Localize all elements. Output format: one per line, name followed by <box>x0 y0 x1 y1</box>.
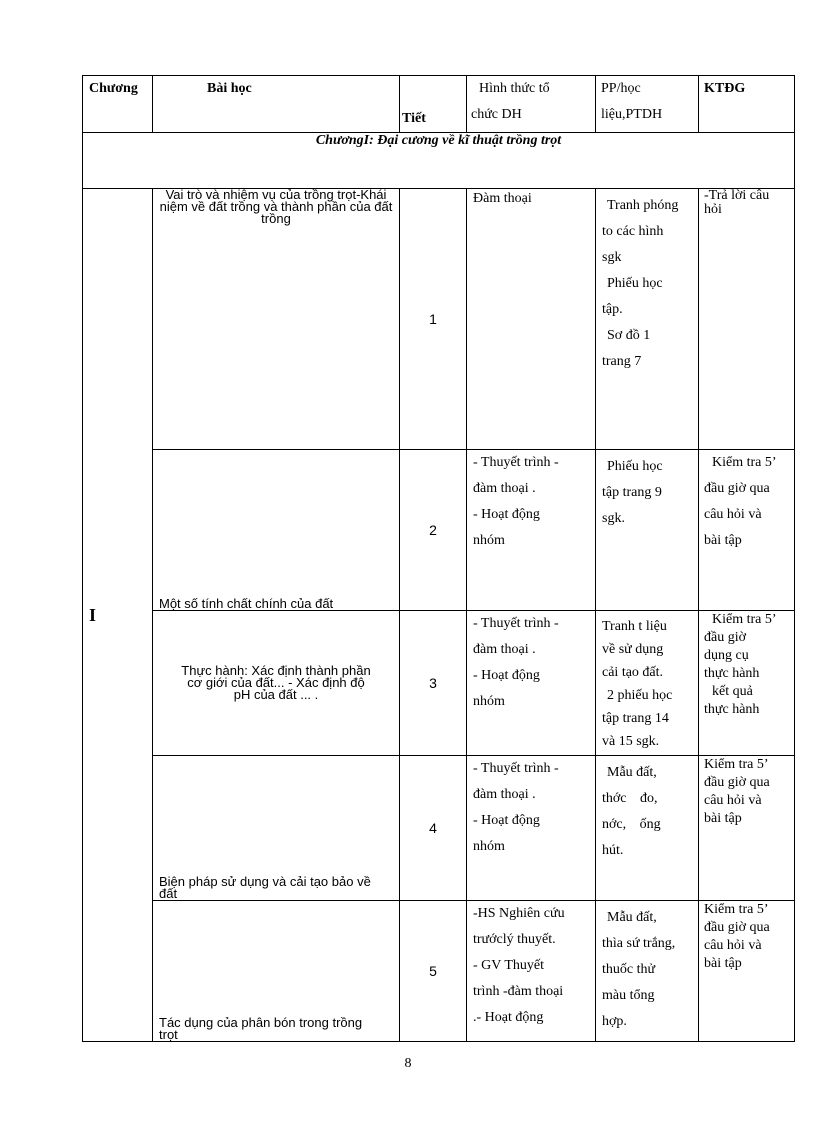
header-pp <box>596 76 699 133</box>
ktdg-line: câu hỏi và <box>704 938 762 953</box>
hinh-thuc-line: .- Hoạt động <box>473 1010 544 1025</box>
lesson-cell <box>153 450 400 611</box>
hinh-thuc-cell <box>467 901 596 1042</box>
ktdg-line: Kiểm tra 5’ <box>712 612 777 627</box>
header-pp-line2: liệu,PTDH <box>601 107 663 122</box>
ktdg-line: -Trả lời câu <box>704 188 770 203</box>
hinh-thuc-line: nhóm <box>473 533 505 548</box>
table-row <box>83 189 795 450</box>
pp-line: trang 7 <box>602 354 642 369</box>
ktdg-line: Kiểm tra 5’ <box>712 455 777 470</box>
hinh-thuc-line: - Hoạt động <box>473 813 540 828</box>
pp-cell <box>596 611 699 756</box>
header-ktdg: KTĐG <box>699 76 795 133</box>
ktdg-line: hỏi <box>704 202 722 217</box>
pp-line: màu tổng <box>602 988 655 1003</box>
tiet-number: 4 <box>400 756 467 901</box>
pp-line: tập trang 14 <box>602 711 669 726</box>
pp-line: hợp. <box>602 1014 627 1029</box>
table-row <box>83 756 795 901</box>
header-hinh-thuc-line2: chức DH <box>471 107 522 122</box>
ktdg-cell <box>699 189 795 450</box>
tiet-number: 3 <box>400 611 467 756</box>
table-row <box>83 611 795 756</box>
pp-line: thìa sứ trắng, <box>602 936 676 951</box>
hinh-thuc-line: - Hoạt động <box>473 507 540 522</box>
tiet-number: 1 <box>400 189 467 450</box>
hinh-thuc-line: - GV Thuyết <box>473 958 545 973</box>
lesson-name: Thực hành: Xác định thành phần cơ giới của đất... - Xác định độ pH của đất ... . <box>181 663 371 702</box>
lesson-name: Tác dụng của phân bón trong trồng trọt <box>159 1015 363 1042</box>
pp-line: nớc, ống <box>602 817 661 832</box>
ktdg-line: Kiểm tra 5’ <box>704 757 769 772</box>
table-row <box>83 901 795 1042</box>
ktdg-cell <box>699 756 795 901</box>
ktdg-line: kết quả <box>712 684 753 699</box>
ktdg-line: Kiểm tra 5’ <box>704 902 769 917</box>
header-tiet: Tiết <box>400 76 467 133</box>
pp-line: và 15 sgk. <box>602 734 660 749</box>
pp-line: Mẫu đất, <box>607 910 657 925</box>
lesson-cell <box>153 189 400 450</box>
hinh-thuc-line: trướclý thuyết. <box>473 932 556 947</box>
pp-cell <box>596 189 699 450</box>
pp-line: tập trang 9 <box>602 485 662 500</box>
pp-line: Tranh t liệu <box>602 619 667 634</box>
hinh-thuc-line: - Thuyết trình - <box>473 761 559 776</box>
page-number: 8 <box>404 1056 412 1071</box>
header-chuong: Chương <box>83 76 153 133</box>
hinh-thuc-line: Đàm thoại <box>473 191 532 206</box>
ktdg-line: đầu giờ qua <box>704 775 770 790</box>
pp-cell <box>596 756 699 901</box>
ktdg-cell <box>699 450 795 611</box>
pp-line: thuốc thử <box>602 962 656 977</box>
hinh-thuc-line: đàm thoại . <box>473 787 536 802</box>
pp-line: to các hình <box>602 224 664 239</box>
hinh-thuc-cell <box>467 756 596 901</box>
pp-line: Tranh phóng <box>607 198 679 213</box>
hinh-thuc-cell <box>467 611 596 756</box>
chapter-title-row <box>83 133 795 189</box>
chapter-title: ChươngI: Đại cương về kĩ thuật trồng trọt <box>83 133 795 189</box>
lesson-name: Biện pháp sử dụng và cải tạo bảo về đất <box>159 874 371 901</box>
lesson-name: Một số tính chất chính của đất <box>159 596 334 611</box>
pp-line: sgk. <box>602 511 625 526</box>
lesson-cell <box>153 901 400 1042</box>
hinh-thuc-line: - Hoạt động <box>473 668 540 683</box>
pp-cell <box>596 901 699 1042</box>
pp-line: thớc đo, <box>602 791 658 806</box>
tiet-number: 2 <box>400 450 467 611</box>
ktdg-cell <box>699 901 795 1042</box>
pp-line: về sử dụng <box>602 642 664 657</box>
lesson-name: Vai trò và nhiệm vụ của trồng trọt-Khái niệm về đất trồng và thành phần của đất trồng <box>159 187 393 226</box>
ktdg-line: đầu giờ qua <box>704 920 770 935</box>
header-bai-hoc: Bài học <box>153 76 400 133</box>
pp-line: Phiếu học <box>607 276 663 291</box>
ktdg-cell <box>699 611 795 756</box>
hinh-thuc-line: nhóm <box>473 839 505 854</box>
pp-line: Phiếu học <box>607 459 663 474</box>
lesson-cell <box>153 611 400 756</box>
hinh-thuc-cell <box>467 450 596 611</box>
ktdg-line: dụng cụ <box>704 648 749 663</box>
ktdg-line: đầu giờ <box>704 630 747 645</box>
header-row <box>83 76 795 133</box>
table-row <box>83 450 795 611</box>
hinh-thuc-line: - Thuyết trình - <box>473 455 559 470</box>
tiet-number: 5 <box>400 901 467 1042</box>
pp-cell <box>596 450 699 611</box>
hinh-thuc-line: nhóm <box>473 694 505 709</box>
ktdg-line: câu hỏi và <box>704 507 762 522</box>
ktdg-line: bài tập <box>704 533 742 548</box>
header-pp-line1: PP/học <box>601 81 641 96</box>
hinh-thuc-cell <box>467 189 596 450</box>
header-hinh-thuc <box>467 76 596 133</box>
pp-line: sgk <box>602 250 622 265</box>
lesson-plan-table <box>82 75 795 1042</box>
ktdg-line: thực hành <box>704 666 760 681</box>
hinh-thuc-line: trình -đàm thoại <box>473 984 564 999</box>
hinh-thuc-line: - Thuyết trình - <box>473 616 559 631</box>
lesson-cell <box>153 756 400 901</box>
ktdg-line: bài tập <box>704 811 742 826</box>
ktdg-line: đầu giờ qua <box>704 481 770 496</box>
pp-line: Mẫu đất, <box>607 765 657 780</box>
pp-line: tập. <box>602 302 623 317</box>
pp-line: Sơ đồ 1 <box>607 328 651 343</box>
pp-line: cải tạo đất. <box>602 665 664 680</box>
pp-line: hút. <box>602 843 624 858</box>
hinh-thuc-line: -HS Nghiên cứu <box>473 906 565 921</box>
ktdg-line: câu hỏi và <box>704 793 762 808</box>
pp-line: 2 phiếu học <box>607 688 673 703</box>
hinh-thuc-line: đàm thoại . <box>473 481 536 496</box>
chapter-number: I <box>83 189 153 1042</box>
ktdg-line: thực hành <box>704 702 760 717</box>
hinh-thuc-line: đàm thoại . <box>473 642 536 657</box>
ktdg-line: bài tập <box>704 956 742 971</box>
header-hinh-thuc-line1: Hình thức tổ <box>479 81 550 96</box>
